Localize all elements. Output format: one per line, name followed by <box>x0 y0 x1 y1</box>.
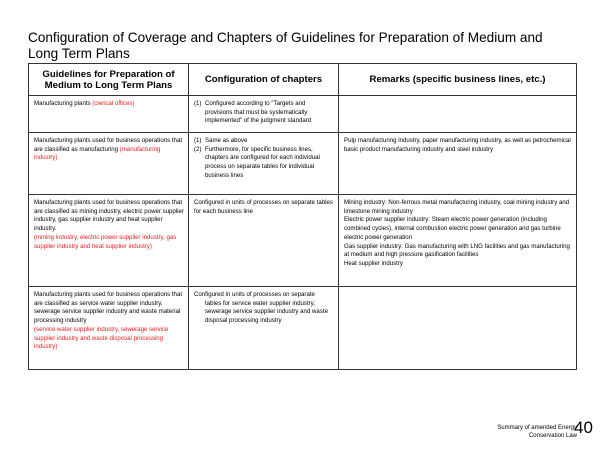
header-guidelines: Guidelines for Preparation of Medium to Long Term Plans <box>29 64 189 96</box>
remark-line: Gas supplier industry: Gas manufacturing with LNG facilities and gas manufacturing at medium and high pressure gasification facilities <box>344 242 570 259</box>
page-number: 40 <box>574 418 593 437</box>
chapter-number: (2) <box>194 145 202 153</box>
table-row <box>29 195 577 287</box>
header-remarks: Remarks (specific business lines, etc.) <box>339 64 577 96</box>
coverage-category: (clerical offices) <box>92 100 135 107</box>
chapter-text: Configured according to "Targets and provisions that must be systematically implemented" of the judgment standard <box>205 100 312 125</box>
coverage-category: (mining industry, electric power supplier industry, gas supplier industry and heat supplier industry) <box>34 233 177 250</box>
coverage-cell <box>29 96 189 133</box>
coverage-text: Manufacturing plants used for business operations that are classified as mining industry, electric power supplier industry, gas supplier industry and heat supplier industry. <box>34 199 184 233</box>
footer-line-2: Conservation Law <box>528 432 577 439</box>
chapter-text-rest: tables for service water supplier industry, sewerage service supplier industry and waste disposal processing industry <box>205 299 328 325</box>
chapter-text: Furthermore, for specific business lines, chapters are configured for each individual process on separate tables for individual business lines <box>205 145 320 179</box>
chapters-cell <box>189 287 339 370</box>
coverage-cell <box>29 287 189 370</box>
table-row <box>29 133 577 195</box>
chapter-text: Same as above <box>205 137 248 144</box>
remarks-cell <box>339 96 577 133</box>
remarks-cell: Pulp manufacturing industry, paper manufacturing industry, as well as petrochemical basic product manufacturing industry and steel industry <box>339 133 577 195</box>
coverage-text: Manufacturing plants used for business operations that are classified as manufacturing <box>34 137 183 153</box>
coverage-text: Manufacturing plants <box>34 100 93 107</box>
chapter-text-first: Configured in units of processes on separate <box>194 291 315 298</box>
chapter-number: (1) <box>194 137 202 144</box>
footer-line-1: Summary of amended Energy <box>497 425 577 431</box>
remark-line: Mining industry: Non-ferrous metal manufacturing industry, coal mining industry and limestone mining industry <box>344 199 570 215</box>
remark-line: Electric power supplier industry: Steam electric power generation (including combined cycles), internal combustion electric power generation and gas turbine electric power generation <box>344 216 561 241</box>
coverage-cell <box>29 195 189 287</box>
table-row <box>29 287 577 370</box>
table-header-row <box>29 64 577 96</box>
footer-caption <box>495 425 577 440</box>
header-chapters: Configuration of chapters <box>189 64 339 96</box>
coverage-category: (manufacturing industry) <box>34 145 161 162</box>
chapters-cell <box>189 96 339 133</box>
page-title: Configuration of Coverage and Chapters of Guidelines for Preparation of Medium and Long Term Plans <box>28 30 543 61</box>
chapters-cell: Configured in units of processes on separate tables for each business line <box>189 195 339 287</box>
coverage-category: (service water supplier industry, sewerage service supplier industry and waste disposal processing industry) <box>34 325 169 351</box>
guidelines-table <box>28 63 577 370</box>
chapters-cell <box>189 133 339 195</box>
coverage-text: Manufacturing plants used for business operations that are classified as service water supplier industry, sewerage service supplier industry and waste material processing industry <box>34 291 183 325</box>
remark-line: Heat supplier industry <box>344 259 403 267</box>
chapter-number: (1) <box>194 100 202 107</box>
coverage-cell <box>29 133 189 195</box>
remarks-cell <box>339 195 577 287</box>
table-row <box>29 96 577 133</box>
remarks-cell <box>339 287 577 370</box>
